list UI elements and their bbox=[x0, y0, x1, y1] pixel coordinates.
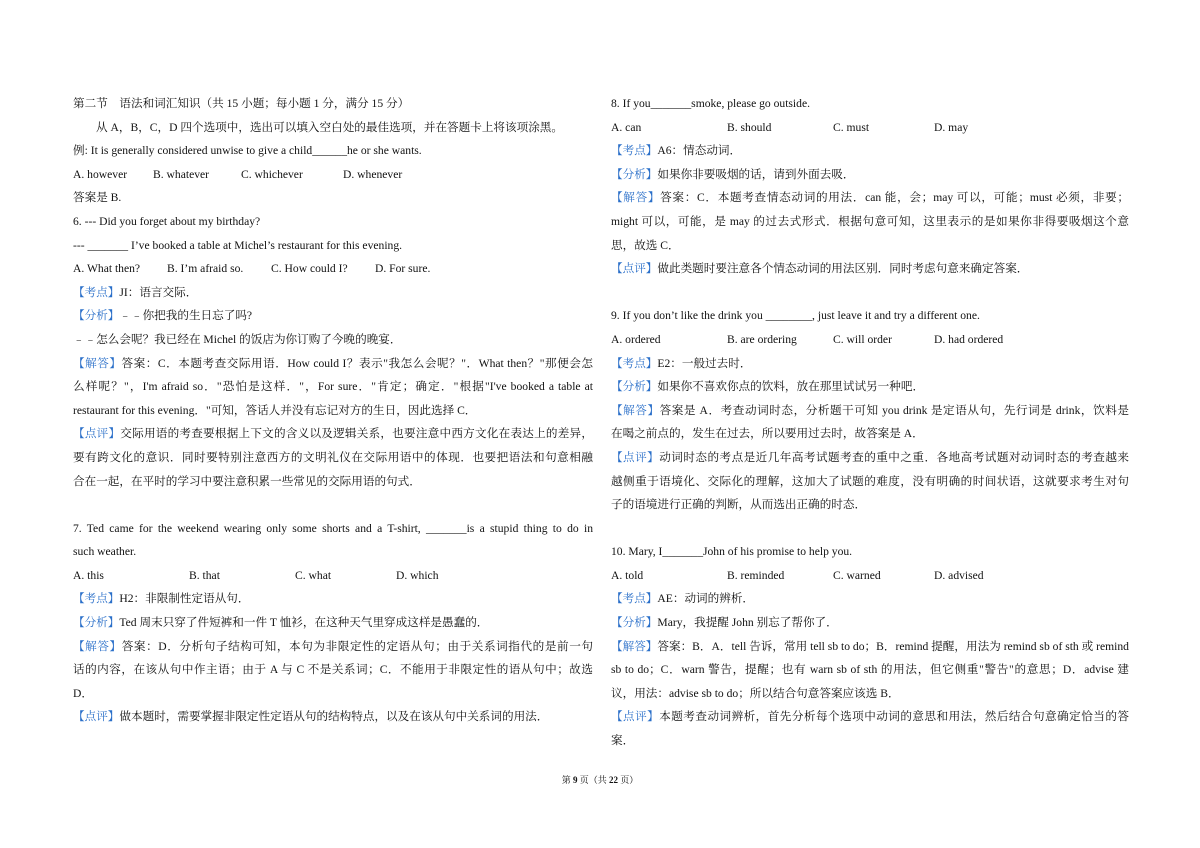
option: A. What then? bbox=[73, 262, 141, 276]
q6-jieda-line bbox=[73, 352, 593, 376]
q7-kaodian bbox=[73, 587, 593, 611]
example-options bbox=[73, 163, 593, 187]
section-heading: 第二节 语法和词汇知识（共 15 小题；每小题 1 分，满分 15 分） bbox=[73, 97, 410, 110]
kaodian-tag: 【考点】 bbox=[73, 285, 120, 299]
option: A. ordered bbox=[611, 332, 661, 346]
q9-fenxi bbox=[611, 375, 1129, 399]
kaodian-text: AE：动词的辨析． bbox=[657, 592, 755, 606]
kaodian-tag: 【考点】 bbox=[73, 592, 120, 606]
q6-stem-2: --- _______ I’ve booked a table at Michel’s restaurant for this evening. bbox=[73, 238, 403, 252]
q7-fenxi bbox=[73, 611, 593, 635]
q6-stem: 6. --- Did you forget about my birthday? bbox=[73, 214, 261, 228]
q9-stem: 9. If you don’t like the drink you ________, just leave it and try a different one. bbox=[611, 309, 980, 323]
dianping-tag: 【点评】 bbox=[611, 450, 660, 464]
option: B. I’m afraid so. bbox=[167, 262, 244, 276]
option: D. For sure. bbox=[375, 262, 431, 276]
q10-stem: 10. Mary, I_______John of his promise to help you. bbox=[611, 545, 853, 559]
dianping-text: 做此类题时要注意各个情态动词的用法区别．同时考虑句意来确定答案． bbox=[657, 262, 1029, 276]
q10-options bbox=[611, 564, 1129, 588]
q10-jieda-line bbox=[611, 635, 1129, 659]
kaodian-text: H2：非限制性定语从句． bbox=[119, 592, 250, 606]
kaodian-tag: 【考点】 bbox=[611, 592, 658, 606]
spacer bbox=[611, 281, 1129, 305]
jieda-text: 答案：C．本题考查交际用语．How could I？表示"我怎么会呢？"．What then？"那便会怎 bbox=[121, 356, 593, 370]
example-answer: 答案是 B. bbox=[73, 191, 122, 205]
q6-dianping-line: 合在一起，在平时的学习中要注意积累一些常见的交际用语的句式． bbox=[73, 474, 421, 488]
fenxi-text: 如果你非要吸烟的话，请到外面去吸． bbox=[657, 167, 855, 181]
q9-dianping-line: 子的语境进行正确的判断，从而选出正确的时态． bbox=[611, 498, 867, 512]
fenxi-tag: 【分析】 bbox=[73, 309, 120, 323]
option: D. had ordered bbox=[934, 332, 1004, 346]
kaodian-tag: 【考点】 bbox=[611, 356, 658, 370]
q8-jieda-line bbox=[611, 186, 1129, 210]
jieda-text: 答案：C．本题考查情态动词的用法．can 能，会；may 可以，可能；must 必须，非要； bbox=[660, 191, 1129, 205]
fenxi-text: 如果你不喜欢你点的饮料，放在那里试试另一种吧． bbox=[657, 380, 925, 394]
q7-stem-line: such weather. bbox=[73, 545, 137, 559]
option: B. are ordering bbox=[727, 332, 797, 346]
option: D. may bbox=[934, 120, 969, 134]
q7-jieda-line bbox=[73, 635, 593, 659]
footer-prefix: 第 bbox=[561, 775, 573, 785]
page-number: 9 bbox=[572, 775, 578, 785]
q7-jieda-line: D． bbox=[73, 686, 93, 700]
option: A. can bbox=[611, 120, 642, 134]
q6-fenxi bbox=[73, 304, 593, 328]
option: C. must bbox=[833, 120, 870, 134]
q8-fenxi bbox=[611, 163, 1129, 187]
jieda-tag: 【解答】 bbox=[611, 191, 661, 205]
q10-dianping-line bbox=[611, 705, 1129, 729]
option: C. will order bbox=[833, 332, 892, 346]
footer-suffix: 页） bbox=[618, 775, 639, 785]
fenxi-tag: 【分析】 bbox=[73, 616, 120, 630]
fenxi-tag: 【分析】 bbox=[611, 616, 658, 630]
kaodian-text: A6：情态动词． bbox=[657, 144, 742, 158]
option: C. whichever bbox=[241, 167, 303, 181]
dianping-text: 本题考查动词辨析，首先分析每个选项中动词的意思和用法，然后结合句意确定恰当的答 bbox=[659, 710, 1129, 724]
jieda-text: 答案：D．分析句子结构可知，本句为非限定性的定语从句；由于关系词指代的是前一句 bbox=[121, 639, 593, 653]
q7-dianping bbox=[73, 705, 593, 729]
option: D. which bbox=[396, 568, 439, 582]
q9-dianping-line bbox=[611, 446, 1129, 470]
q9-kaodian bbox=[611, 352, 1129, 376]
dianping-tag: 【点评】 bbox=[611, 262, 658, 276]
jieda-tag: 【解答】 bbox=[73, 639, 122, 653]
option: D. advised bbox=[934, 568, 984, 582]
option: B. reminded bbox=[727, 568, 785, 582]
q10-kaodian bbox=[611, 587, 1129, 611]
option: B. whatever bbox=[153, 167, 210, 181]
dianping-text: 动词时态的考点是近几年高考试题考查的重中之重．各地高考试题对动词时态的考查越来 bbox=[659, 450, 1129, 464]
q6-dianping-line: 要有跨文化的意识．同时要特别注意西方的文明礼仪在交际用语中的体现．也要把语法和句意相融 bbox=[73, 450, 593, 464]
q8-jieda-line: 思，故选 C． bbox=[611, 238, 680, 252]
dianping-tag: 【点评】 bbox=[73, 427, 121, 441]
q8-options bbox=[611, 116, 1129, 140]
fenxi-tag: 【分析】 bbox=[611, 380, 658, 394]
option: C. warned bbox=[833, 568, 881, 582]
option: A. this bbox=[73, 568, 104, 582]
q10-jieda-line: sb to do；C．warn 警告，提醒；也有 warn sb of sth 的用法，但它侧重"警告"的意思；D．advise 建 bbox=[611, 663, 1129, 677]
kaodian-text: JI：语言交际． bbox=[119, 285, 198, 299]
kaodian-tag: 【考点】 bbox=[611, 144, 658, 158]
q6-fenxi-2: ﹣﹣怎么会呢？我已经在 Michel 的饭店为你订购了今晚的晚宴． bbox=[73, 332, 402, 346]
spacer bbox=[611, 517, 1129, 541]
q8-jieda-line: might 可以，可能，是 may 的过去式形式．根据句意可知，这里表示的是如果你非得要吸烟这个意 bbox=[611, 214, 1129, 228]
q8-kaodian bbox=[611, 139, 1129, 163]
q6-dianping-line bbox=[73, 422, 593, 446]
option: B. should bbox=[727, 120, 772, 134]
spacer bbox=[73, 493, 593, 517]
example-stem: 例: It is generally considered unwise to give a child______he or she wants. bbox=[73, 144, 422, 158]
q7-jieda-line: 话的内容，在该从句中作主语；由于 A 与 C 不是关系词；C．不能用于非限定性的语从句中；故选 bbox=[73, 663, 593, 677]
footer-middle: 页（共 bbox=[577, 775, 609, 785]
dianping-text: 交际用语的考查要根据上下文的含义以及逻辑关系，也要注意中西方文化在表达上的差异， bbox=[120, 427, 593, 441]
q10-jieda-line: 议，用法：advise sb to do；所以结合句意答案应该选 B． bbox=[611, 686, 900, 700]
q7-options bbox=[73, 564, 593, 588]
dianping-text: 做本题时，需要掌握非限定性定语从句的结构特点，以及在该从句中关系词的用法． bbox=[119, 710, 549, 724]
option: A. however bbox=[73, 167, 128, 181]
page-footer bbox=[0, 774, 1200, 786]
fenxi-tag: 【分析】 bbox=[611, 167, 658, 181]
option: B. that bbox=[189, 568, 220, 582]
kaodian-text: E2：一般过去时． bbox=[657, 356, 752, 370]
option: C. How could I? bbox=[271, 262, 348, 276]
option: A. told bbox=[611, 568, 644, 582]
dianping-tag: 【点评】 bbox=[73, 710, 120, 724]
q6-options bbox=[73, 257, 593, 281]
q9-jieda-line: 在喝之前点的，发生在过去，所以要用过去时，故答案是 A． bbox=[611, 427, 924, 441]
option: D. whenever bbox=[343, 167, 403, 181]
q10-fenxi bbox=[611, 611, 1129, 635]
left-column bbox=[73, 92, 593, 729]
fenxi-text: Ted 周末只穿了件短裤和一件 T 恤衫，在这种天气里穿成这样是愚蠢的． bbox=[119, 616, 489, 630]
dianping-tag: 【点评】 bbox=[611, 710, 660, 724]
fenxi-text: Mary，我提醒 John 别忘了帮你了． bbox=[657, 616, 838, 630]
q6-jieda-line: 么样呢？"，I'm afraid so．"恐怕是这样．"，For sure．"肯定；确定．"根据"I've booked a table at bbox=[73, 380, 593, 394]
q6-jieda-line: restaurant for this evening．"可知，答话人并没有忘记对方的生日，因此选择 C． bbox=[73, 403, 477, 417]
q7-stem-line: 7. Ted came for the weekend wearing only some shorts and a T-shirt, _______is a stupid thing to do in bbox=[73, 521, 593, 535]
right-column bbox=[611, 92, 1129, 753]
jieda-tag: 【解答】 bbox=[611, 403, 660, 417]
jieda-text: 答案是 A．考查动词时态，分析题干可知 you drink 是定语从句，先行词是 drink，饮料是 bbox=[659, 403, 1129, 417]
jieda-tag: 【解答】 bbox=[73, 356, 122, 370]
q10-dianping-line: 案． bbox=[611, 734, 635, 748]
total-pages: 22 bbox=[609, 775, 618, 785]
q9-jieda-line bbox=[611, 399, 1129, 423]
q8-dianping bbox=[611, 257, 1129, 281]
fenxi-text: ﹣﹣你把我的生日忘了吗? bbox=[119, 309, 253, 323]
q8-stem: 8. If you_______smoke, please go outside. bbox=[611, 97, 810, 110]
jieda-tag: 【解答】 bbox=[611, 639, 658, 653]
option: C. what bbox=[295, 568, 332, 582]
jieda-text: 答案：B．A．tell 告诉，常用 tell sb to do；B．remind 提醒，用法为 remind sb of sth 或 remind bbox=[657, 639, 1129, 653]
q9-options bbox=[611, 328, 1129, 352]
q9-dianping-line: 越侧重于语境化、交际化的理解，这加大了试题的难度，没有明确的时间状语，这就要求考生对句 bbox=[611, 474, 1129, 488]
q6-kaodian bbox=[73, 281, 593, 305]
instruction: 从 A，B，C，D 四个选项中，选出可以填入空白处的最佳选项，并在答题卡上将该项涂黑。 bbox=[96, 120, 563, 134]
